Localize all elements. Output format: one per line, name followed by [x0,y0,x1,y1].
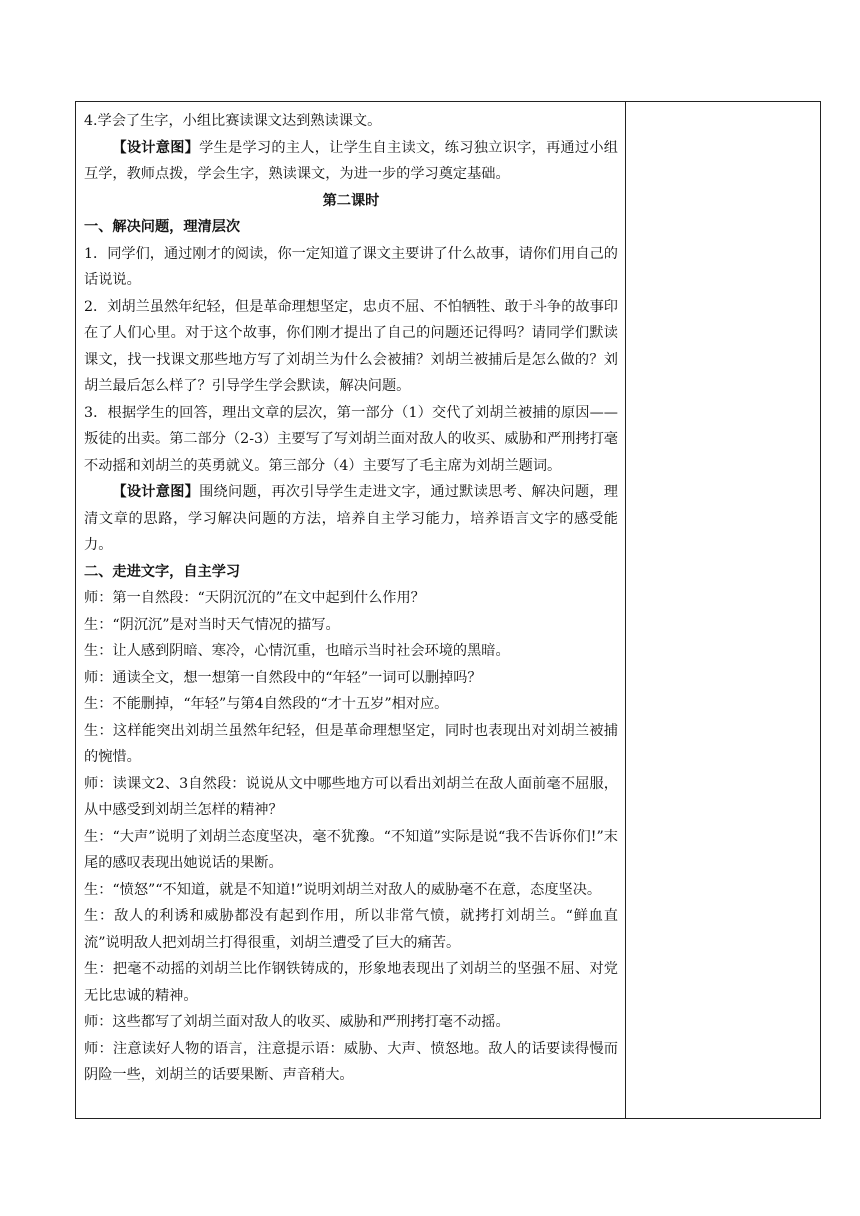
design-intent-text: 学生是学习的主人，让学生自主读文，练习独立识字，再通过小组互学，教师点拨，学会生字，熟读课文，为进一步的学习奠定基础。 [84,139,618,182]
paragraph: 生：这样能突出刘胡兰虽然年纪轻，但是革命理想坚定，同时也表现出对刘胡兰被捕的惋惜。 [84,722,618,765]
section-heading: 二、走进文字，自主学习 [84,563,241,580]
paragraph: 4.学会了生字，小组比赛读课文达到熟读课文。 [84,113,382,129]
design-intent-label: 【设计意图】 [112,484,200,500]
paragraph: 师：通读全文，想一想第一自然段中的“年轻”一词可以删掉吗？ [84,669,482,686]
paragraph: 生：敌人的利诱和威胁都没有起到作用，所以非常气愤，就拷打刘胡兰。“鲜血直流”说明敌人把刘胡兰打得很重，刘胡兰遭受了巨大的痛苦。 [84,908,618,951]
paragraph: 1．同学们，通过刚才的阅读，你一定知道了课文主要讲了什么故事，请你们用自己的话说说。 [84,245,618,288]
lesson-plan-table [75,101,821,1119]
paragraph: 师：注意读好人物的语言，注意提示语：威胁、大声、愤怒地。敌人的话要读得慢而阴险一些，刘胡兰的话要果断、声音稍大。 [84,1040,618,1083]
paragraph: 师：这些都写了刘胡兰面对敌人的收买、威胁和严刑拷打毫不动摇。 [84,1014,510,1030]
paragraph: 2．刘胡兰虽然年纪轻，但是革命理想坚定，忠贞不屈、不怕牺牲、敢于斗争的故事印在了人们心里。对于这个故事，你们刚才提出了自己的问题还记得吗？请同学们默读课文，找一找课文那些地方写了刘胡兰为什么会被捕？刘胡兰被捕后是怎么做的？刘胡兰最后怎么样了？引导学生学会默读，解决问题。 [84,298,618,394]
paragraph: 3．根据学生的回答，理出文章的层次，第一部分（1）交代了刘胡兰被捕的原因——叛徒的出卖。第二部分（2-3）主要写了写刘胡兰面对敌人的收买、威胁和严刑拷打毫不动摇和刘胡兰的英勇就义。第三部分（4）主要写了毛主席为刘胡兰题词。 [84,404,618,474]
paragraph: 生：“大声”说明了刘胡兰态度坚决，毫不犹豫。“不知道”实际是说“我不告诉你们!”末尾的感叹表现出她说话的果断。 [84,828,618,871]
section-heading: 一、解决问题，理清层次 [84,219,241,235]
paragraph: 师：第一自然段：“天阴沉沉的”在文中起到什么作用？ [84,590,425,606]
paragraph: 生：把毫不动摇的刘胡兰比作钢铁铸成的，形象地表现出了刘胡兰的坚强不屈、对党无比忠诚的精神。 [84,961,618,1004]
lesson-content-cell [76,102,626,1118]
paragraph: 生：让人感到阴暗、寒冷，心情沉重，也暗示当时社会环境的黑暗。 [84,643,510,659]
design-intent-text: 围绕问题，再次引导学生走进文字，通过默读思考、解决问题，理清文章的思路，学习解决问题的方法，培养自主学习能力，培养语言文字的感受能力。 [84,484,618,553]
paragraph: 师：读课文2、3自然段：说说从文中哪些地方可以看出刘胡兰在敌人面前毫不屈服，从中感受到刘胡兰怎样的精神？ [84,775,618,818]
notes-cell [626,102,820,1118]
paragraph: 生：“阴沉沉”是对当时天气情况的描写。 [84,616,340,633]
paragraph: 生：不能删掉，“年轻”与第4自然段的“才十五岁”相对应。 [84,696,449,712]
design-intent-paragraph [84,135,618,188]
section-title: 第二课时 [322,192,380,209]
paragraph: 生：“愤怒”“不知道，就是不知道!”说明刘胡兰对敌人的威胁毫不在意，态度坚决。 [84,881,602,898]
design-intent-label: 【设计意图】 [112,139,200,156]
design-intent-paragraph [84,479,618,559]
